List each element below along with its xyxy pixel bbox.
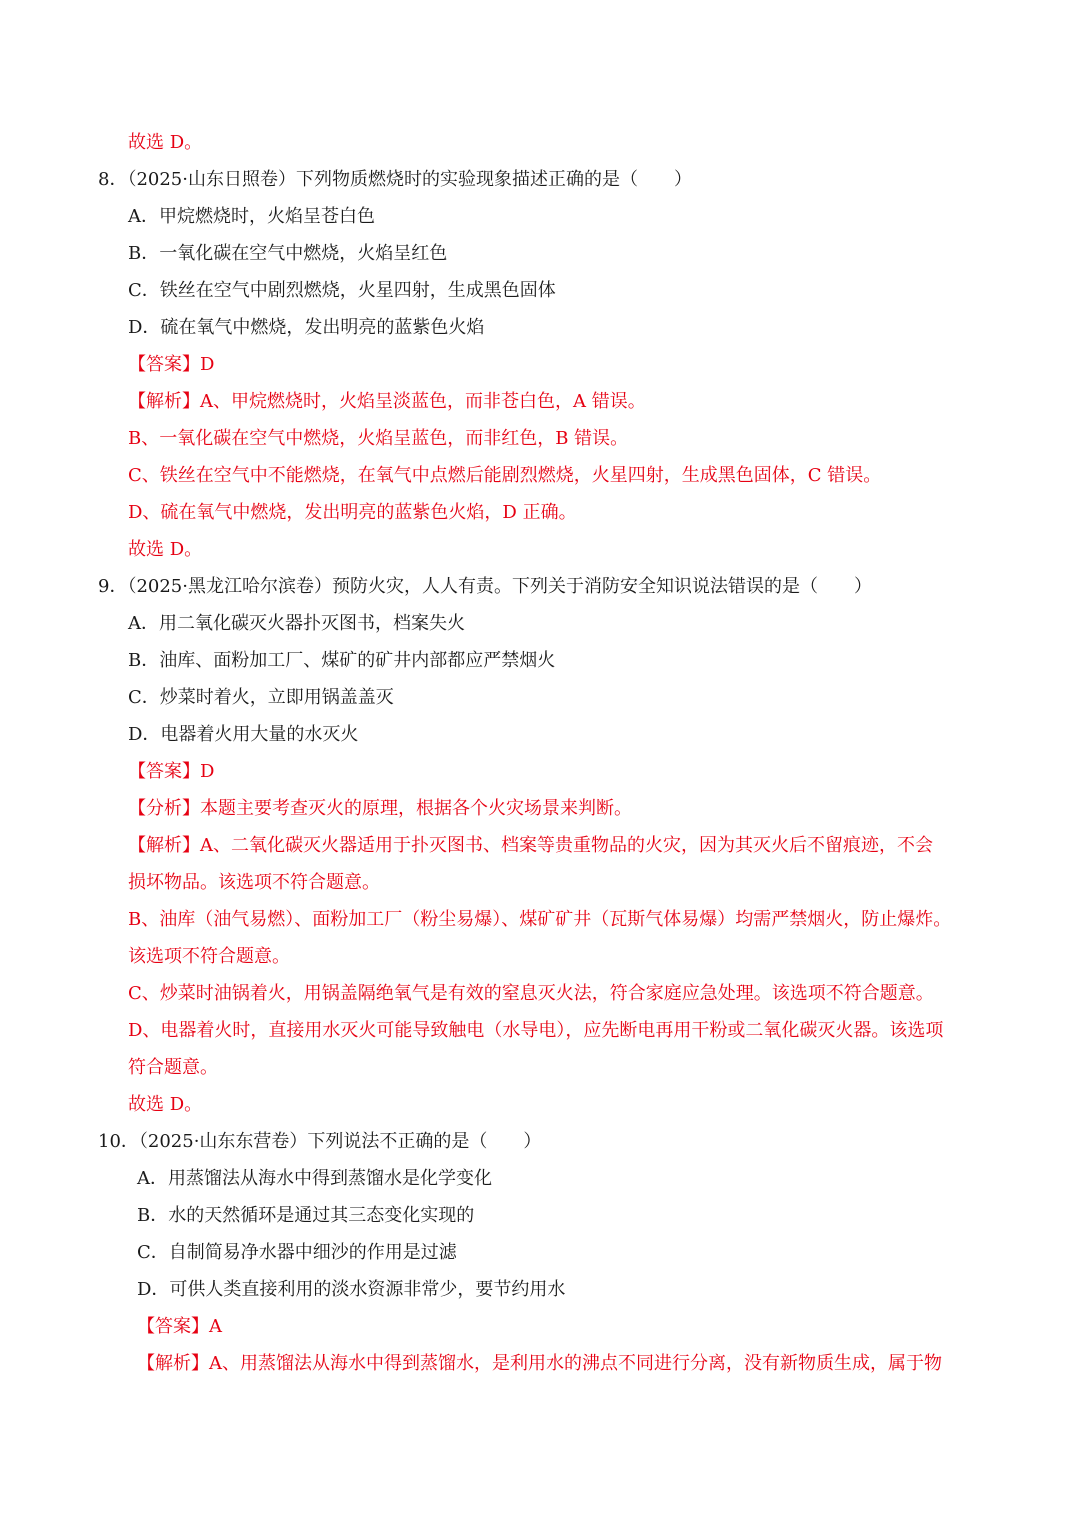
answer-line: 【答案】A xyxy=(137,1316,222,1337)
analysis-line: B、油库（油气易燃）、面粉加工厂（粉尘易爆）、煤矿矿井（瓦斯气体易爆）均需严禁烟火，防止爆炸。 xyxy=(128,909,952,930)
analysis-line: C、铁丝在空气中不能燃烧，在氧气中点燃后能剧烈燃烧，火星四射，生成黑色固体，C 错误。 xyxy=(128,465,882,486)
option-a: A．用二氧化碳灭火器扑灭图书，档案失火 xyxy=(128,613,465,634)
fenxi-line: 【分析】本题主要考查灭火的原理，根据各个火灾场景来判断。 xyxy=(128,798,632,819)
analysis-line: 损坏物品。该选项不符合题意。 xyxy=(128,872,380,893)
option-c: C．炒菜时着火，立即用锅盖盖灭 xyxy=(128,687,394,708)
option-d: D．硫在氧气中燃烧，发出明亮的蓝紫色火焰 xyxy=(128,317,485,338)
option-d: D．电器着火用大量的水灭火 xyxy=(128,724,359,745)
analysis-line: 该选项不符合题意。 xyxy=(128,946,290,967)
analysis-line: B、一氧化碳在空气中燃烧，火焰呈蓝色，而非红色，B 错误。 xyxy=(128,428,629,449)
analysis-line: 【解析】A、甲烷燃烧时，火焰呈淡蓝色，而非苍白色，A 错误。 xyxy=(128,391,646,412)
answer-line: 【答案】D xyxy=(128,761,215,782)
conclusion-line: 故选 D。 xyxy=(128,539,203,560)
option-c: C．铁丝在空气中剧烈燃烧，火星四射，生成黑色固体 xyxy=(128,280,556,301)
conclusion-line: 故选 D。 xyxy=(128,1094,203,1115)
analysis-line: C、炒菜时油锅着火，用锅盖隔绝氧气是有效的窒息灭火法，符合家庭应急处理。该选项不符合题意。 xyxy=(128,983,934,1004)
question-stem-8: 8．（2025·山东日照卷）下列物质燃烧时的实验现象描述正确的是（ ） xyxy=(98,169,692,190)
analysis-line: D、电器着火时，直接用水灭火可能导致触电（水导电），应先断电再用干粉或二氧化碳灭火器。该选项 xyxy=(128,1020,944,1041)
analysis-line: D、硫在氧气中燃烧，发出明亮的蓝紫色火焰，D 正确。 xyxy=(128,502,577,523)
option-b: B．油库、面粉加工厂、煤矿的矿井内部都应严禁烟火 xyxy=(128,650,556,671)
analysis-line: 【解析】A、二氧化碳灭火器适用于扑灭图书、档案等贵重物品的火灾，因为其灭火后不留痕迹，不会 xyxy=(128,835,933,856)
option-b: B．水的天然循环是通过其三态变化实现的 xyxy=(137,1205,475,1226)
option-a: A．用蒸馏法从海水中得到蒸馏水是化学变化 xyxy=(137,1168,492,1189)
analysis-line: 符合题意。 xyxy=(128,1057,218,1078)
option-b: B．一氧化碳在空气中燃烧，火焰呈红色 xyxy=(128,243,448,264)
option-a: A．甲烷燃烧时，火焰呈苍白色 xyxy=(128,206,375,227)
question-stem-9: 9．（2025·黑龙江哈尔滨卷）预防火灾，人人有责。下列关于消防安全知识说法错误的是（ ） xyxy=(98,576,872,597)
option-d: D．可供人类直接利用的淡水资源非常少，要节约用水 xyxy=(137,1279,566,1300)
analysis-line: 【解析】A、用蒸馏法从海水中得到蒸馏水，是利用水的沸点不同进行分离，没有新物质生成，属于物 xyxy=(137,1353,942,1374)
answer-line: 【答案】D xyxy=(128,354,215,375)
option-c: C．自制简易净水器中细沙的作用是过滤 xyxy=(137,1242,457,1263)
conclusion-line: 故选 D。 xyxy=(128,132,203,153)
question-stem-10: 10．（2025·山东东营卷）下列说法不正确的是（ ） xyxy=(98,1131,542,1152)
